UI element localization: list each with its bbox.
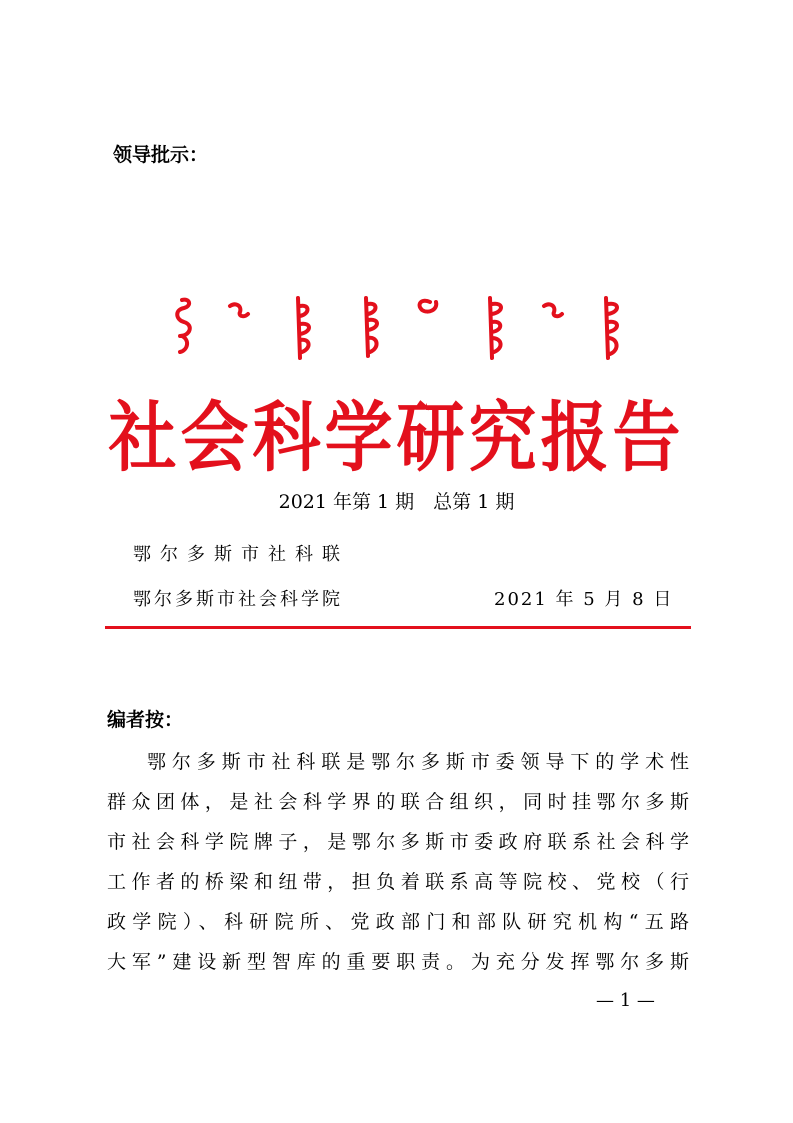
publisher-org-2: 鄂尔多斯市社会科学院: [133, 589, 343, 610]
header-divider: [105, 626, 691, 629]
report-title: 社会科学研究报告: [108, 393, 685, 484]
body-line: 市社会科学院牌子，是鄂尔多斯市委政府联系社会科学: [107, 831, 689, 853]
editor-note-label: 编者按：: [107, 709, 184, 731]
publish-date: 2021 年 5 月 8 日: [494, 589, 674, 610]
page-number: — 1 —: [596, 990, 655, 1011]
mongolian-script-logo: [160, 292, 640, 364]
publisher-org-1: 鄂尔多斯市社科联: [133, 544, 349, 565]
body-line: 鄂尔多斯市社科联是鄂尔多斯市委领导下的学术性: [147, 751, 689, 773]
leader-instruction-label: 领导批示：: [113, 144, 209, 166]
issue-number: 2021 年第 1 期 总第 1 期: [278, 491, 515, 513]
body-line: 群众团体，是社会科学界的联合组织，同时挂鄂尔多斯: [107, 791, 689, 813]
body-line: 政学院）、科研院所、党政部门和部队研究机构“五路: [107, 911, 689, 933]
body-line: 大军”建设新型智库的重要职责。为充分发挥鄂尔多斯: [107, 951, 689, 973]
body-line: 工作者的桥梁和纽带，担负着联系高等院校、党校（行: [107, 871, 689, 893]
